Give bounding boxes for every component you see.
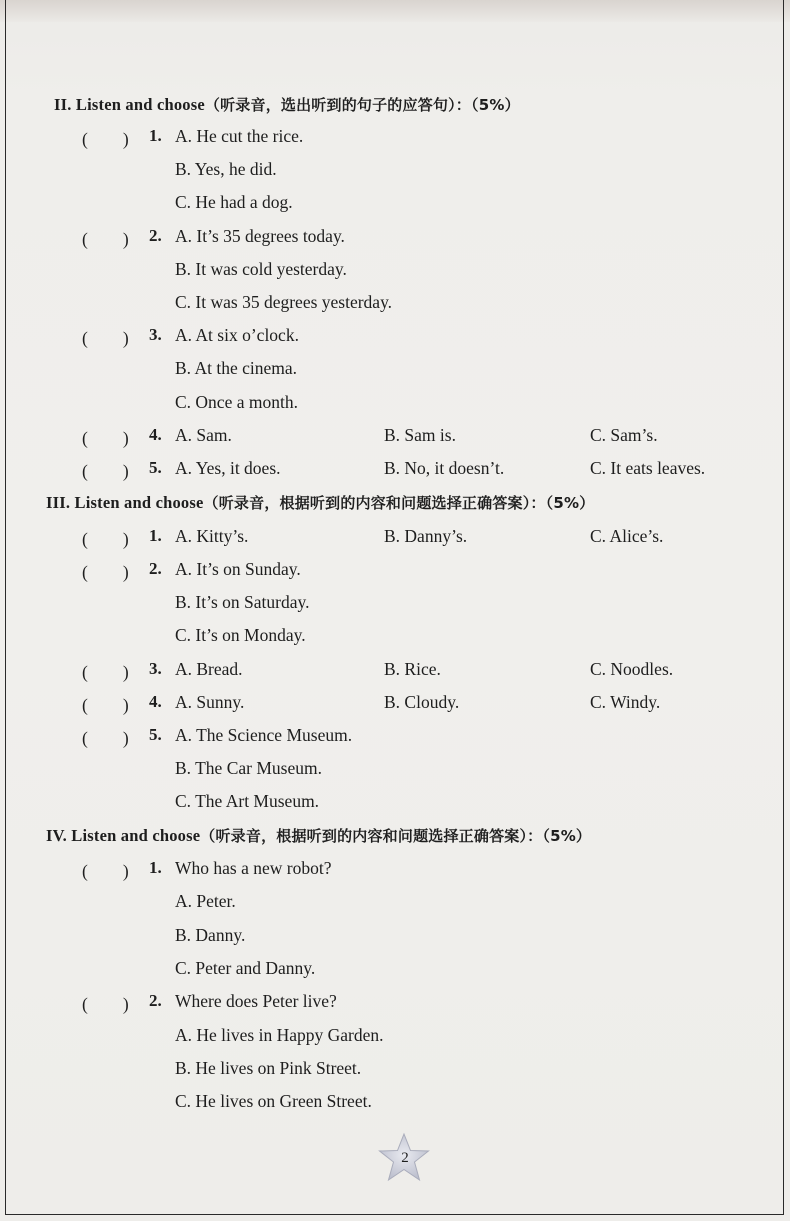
option-a: A. At six o’clock. [175, 325, 299, 345]
question-number: 1. [149, 126, 162, 145]
option-a: A. It’s on Sunday. [175, 559, 301, 579]
question-number: 4. [149, 692, 162, 711]
answer-blank[interactable]: ( ) [82, 229, 129, 249]
answer-blank[interactable]: ( ) [82, 994, 129, 1014]
option-c: C. Peter and Danny. [175, 958, 316, 978]
question-number: 5. [149, 725, 162, 744]
option-b: B. It was cold yesterday. [175, 259, 347, 279]
option-b: B. At the cinema. [175, 358, 297, 378]
option-b: B. Sam is. [384, 425, 456, 445]
question-number: 5. [149, 458, 162, 477]
option-c: C. He had a dog. [175, 192, 293, 212]
option-c: C. Sam’s. [590, 425, 658, 445]
option-a: A. Bread. [175, 659, 243, 679]
answer-blank[interactable]: ( ) [82, 562, 129, 582]
page-border-right [783, 0, 784, 1215]
page-border-bottom [5, 1214, 784, 1215]
option-b: B. Danny’s. [384, 526, 468, 546]
answer-blank[interactable]: ( ) [82, 461, 129, 481]
option-a: A. It’s 35 degrees today. [175, 226, 345, 246]
option-b: B. No, it doesn’t. [384, 458, 505, 478]
answer-blank[interactable]: ( ) [82, 695, 129, 715]
section-title: II. Listen and choose [54, 95, 205, 114]
option-b: B. It’s on Saturday. [175, 592, 310, 612]
option-c: C. It was 35 degrees yesterday. [175, 292, 393, 312]
question-number: 2. [149, 559, 162, 578]
option-b: B. Cloudy. [384, 692, 460, 712]
option-a: A. He cut the rice. [175, 126, 304, 146]
option-b: B. Danny. [175, 925, 246, 945]
question-number: 3. [149, 325, 162, 344]
top-scan-band [0, 0, 790, 22]
option-c: C. He lives on Green Street. [175, 1091, 372, 1111]
section-instructions: （听录音，根据听到的内容和问题选择正确答案）：（5%） [203, 494, 595, 512]
option-a: A. Kitty’s. [175, 526, 249, 546]
answer-blank[interactable]: ( ) [82, 328, 129, 348]
question-number: 3. [149, 659, 162, 678]
option-a: A. Peter. [175, 891, 236, 911]
question-number: 2. [149, 226, 162, 245]
option-c: C. Noodles. [590, 659, 674, 679]
question-text: Where does Peter live? [175, 991, 337, 1011]
question-number: 1. [149, 858, 162, 877]
option-c: C. It eats leaves. [590, 458, 706, 478]
answer-blank[interactable]: ( ) [82, 861, 129, 881]
section-instructions: （听录音，根据听到的内容和问题选择正确答案）：（5%） [200, 827, 592, 845]
question-number: 1. [149, 526, 162, 545]
answer-blank[interactable]: ( ) [82, 728, 129, 748]
answer-blank[interactable]: ( ) [82, 129, 129, 149]
section-heading-iv [46, 825, 591, 846]
page-border-left [5, 0, 6, 1215]
section-title: III. Listen and choose [46, 493, 204, 512]
option-a: A. Sunny. [175, 692, 245, 712]
answer-blank[interactable]: ( ) [82, 662, 129, 682]
option-a: A. Sam. [175, 425, 232, 445]
option-a: A. The Science Museum. [175, 725, 353, 745]
option-b: B. Yes, he did. [175, 159, 277, 179]
section-heading-ii [54, 94, 520, 115]
section-instructions: （听录音，选出听到的句子的应答句）：（5%） [204, 96, 520, 114]
answer-blank[interactable]: ( ) [82, 428, 129, 448]
answer-blank[interactable]: ( ) [82, 529, 129, 549]
question-number: 4. [149, 425, 162, 444]
option-a: A. Yes, it does. [175, 458, 281, 478]
page-number: 2 [401, 1150, 409, 1166]
option-c: C. Once a month. [175, 392, 298, 412]
option-c: C. Windy. [590, 692, 661, 712]
option-a: A. He lives in Happy Garden. [175, 1025, 384, 1045]
option-c: C. Alice’s. [590, 526, 664, 546]
option-c: C. The Art Museum. [175, 791, 320, 811]
question-text: Who has a new robot? [175, 858, 332, 878]
option-b: B. He lives on Pink Street. [175, 1058, 362, 1078]
question-number: 2. [149, 991, 162, 1010]
option-c: C. It’s on Monday. [175, 625, 306, 645]
option-b: B. The Car Museum. [175, 758, 322, 778]
section-title: IV. Listen and choose [46, 826, 201, 845]
option-b: B. Rice. [384, 659, 441, 679]
section-heading-iii [46, 492, 594, 513]
